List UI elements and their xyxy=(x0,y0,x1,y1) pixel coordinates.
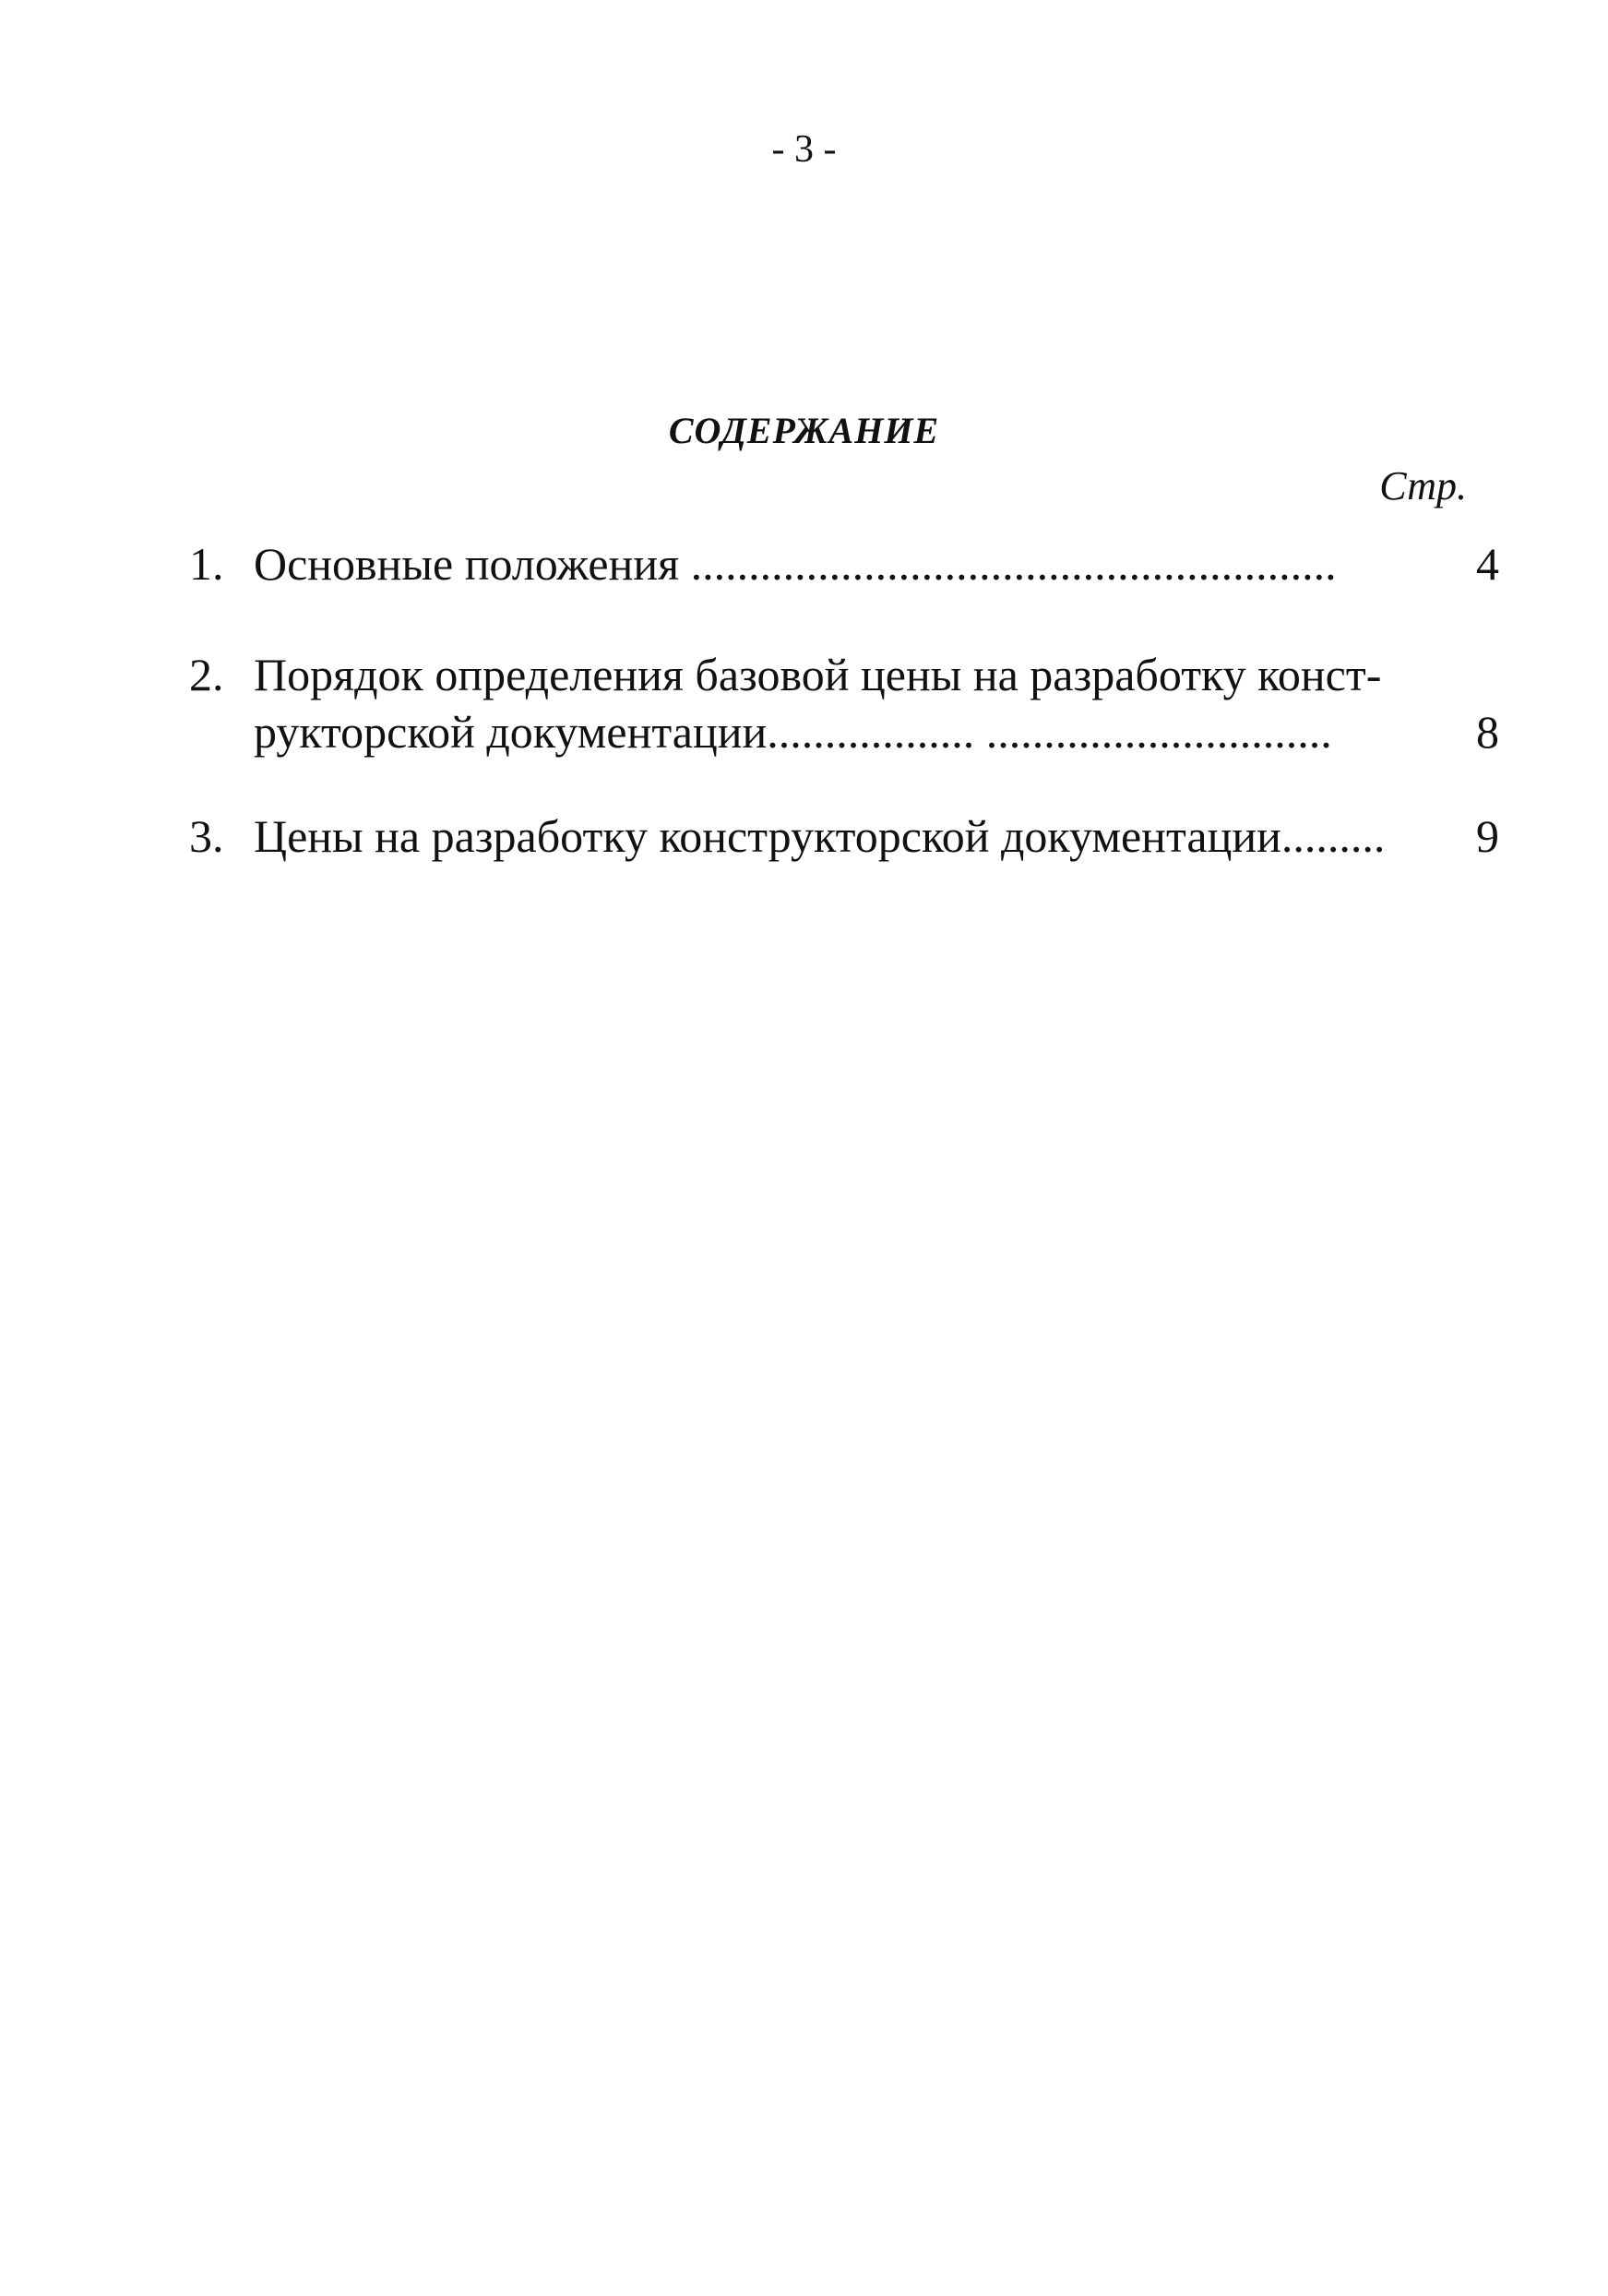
page-number: - 3 - xyxy=(771,128,837,171)
toc-title: СОДЕРЖАНИЕ xyxy=(668,410,940,451)
toc-entry-page: 9 xyxy=(1476,810,1499,862)
toc-entry-line: рукторской документации.................. .............................. xyxy=(254,706,1332,758)
toc-entry-number: 1. xyxy=(189,538,224,590)
toc-entry-line: Основные положения ........................................................ xyxy=(254,538,1337,590)
toc-entry-line: Порядок определения базовой цены на разработку конст- xyxy=(254,649,1382,700)
toc-entry-page: 8 xyxy=(1476,706,1499,758)
toc-entry-text xyxy=(254,807,1398,865)
toc-entry-text xyxy=(254,646,1398,760)
toc-entry-number: 2. xyxy=(189,649,224,700)
toc-entry-line: Цены на разработку конструкторской документации......... xyxy=(254,810,1386,862)
toc-entry-number: 3. xyxy=(189,810,224,862)
toc-entry-page: 4 xyxy=(1476,538,1499,590)
page-column-label: Стр. xyxy=(1379,463,1467,508)
toc-entry-text xyxy=(254,535,1398,592)
